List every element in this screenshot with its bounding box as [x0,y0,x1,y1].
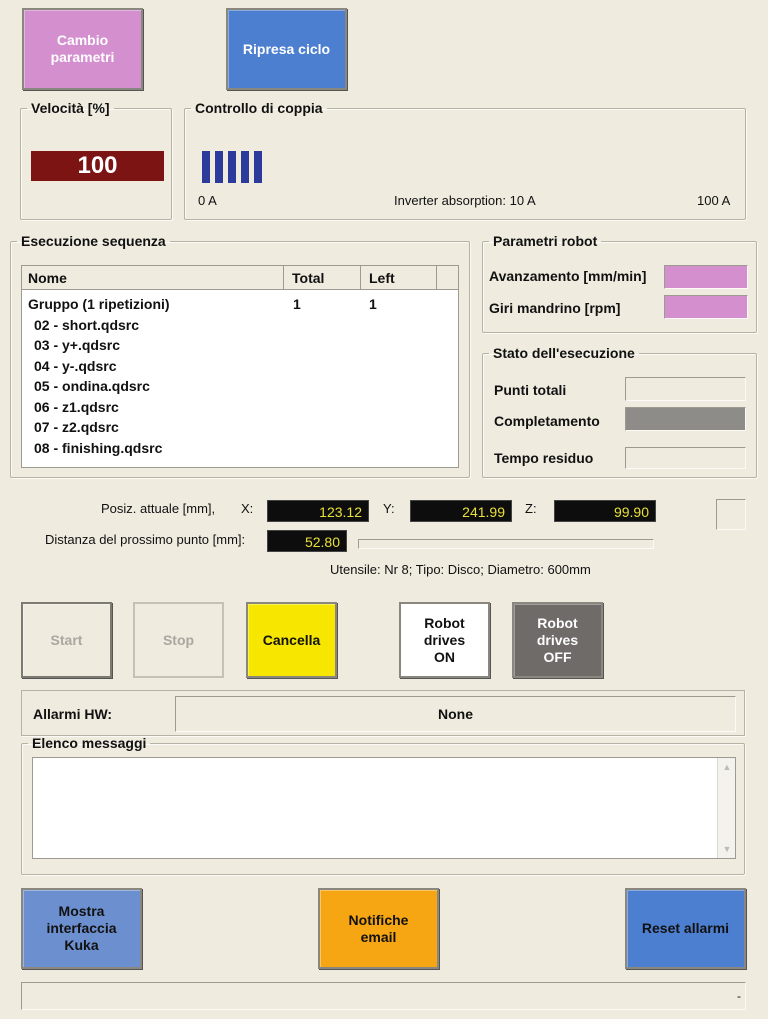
punti-totali-field [625,377,746,401]
cambio-parametri-button[interactable]: Cambio parametri [22,8,143,90]
torque-bar-segment [241,151,249,183]
mostra-interfaccia-kuka-button[interactable]: Mostra interfaccia Kuka [21,888,142,969]
distanza-progress-bar [358,539,654,549]
reset-allarmi-button[interactable]: Reset allarmi [625,888,746,969]
tempo-residuo-field [625,447,746,469]
scroll-up-icon[interactable]: ▲ [722,762,732,772]
list-item[interactable]: 06 - z1.qdsrc [34,399,119,415]
status-indicator-box [716,499,746,530]
cancella-button[interactable]: Cancella [246,602,337,678]
list-item[interactable]: 08 - finishing.qdsrc [34,440,163,456]
giri-mandrino-field[interactable] [664,295,748,319]
list-item-group-total: 1 [293,296,301,312]
allarmi-value-field [175,696,736,732]
torque-max-label: 100 A [697,193,731,208]
distanza-label: Distanza del prossimo punto [mm]: [45,532,246,547]
completamento-label: Completamento [494,413,600,429]
torque-bar-segment [228,151,236,183]
start-button[interactable]: Start [21,602,112,678]
list-item[interactable]: 03 - y+.qdsrc [34,337,120,353]
list-item[interactable]: 07 - z2.qdsrc [34,419,119,435]
list-item-group-name[interactable]: Gruppo (1 ripetizioni) [28,296,170,312]
list-item-group-left: 1 [369,296,377,312]
ripresa-ciclo-button[interactable]: Ripresa ciclo [226,8,347,90]
column-left[interactable] [361,266,437,289]
punti-totali-label: Punti totali [494,382,567,398]
column-total-label: Total [292,270,325,286]
x-position-readout: 123.12 [267,500,369,522]
velocita-title: Velocità [%] [31,100,110,116]
notifiche-email-button[interactable]: Notifiche email [318,888,439,969]
distanza-readout: 52.80 [267,530,347,552]
stop-button[interactable]: Stop [133,602,224,678]
torque-min-label: 0 A [198,193,217,208]
column-nome[interactable] [22,266,284,289]
z-label: Z: [525,501,537,516]
list-item[interactable]: 02 - short.qdsrc [34,317,140,333]
elenco-messaggi-title: Elenco messaggi [32,735,147,751]
completamento-progress [625,407,746,431]
column-nome-label: Nome [28,270,67,286]
column-left-label: Left [369,270,395,286]
z-position-readout: 99.90 [554,500,656,522]
messages-textarea[interactable] [32,757,736,859]
inverter-absorption-label: Inverter absorption: 10 A [394,193,536,208]
torque-bar-segment [215,151,223,183]
robot-drives-off-button[interactable]: Robot drives OFF [512,602,603,678]
status-bar [21,982,746,1010]
tempo-residuo-label: Tempo residuo [494,450,594,466]
sequence-list[interactable] [21,265,459,468]
x-label: X: [241,501,254,516]
giri-mandrino-label: Giri mandrino [rpm] [489,300,621,316]
stato-esecuzione-title: Stato dell'esecuzione [493,345,635,361]
messages-scrollbar[interactable] [717,758,735,858]
scroll-down-icon[interactable]: ▼ [722,844,732,854]
torque-bar-segment [202,151,210,183]
list-item[interactable]: 05 - ondina.qdsrc [34,378,150,394]
torque-bar-segment [254,151,262,183]
status-bar-text: - [737,989,741,1003]
avanzamento-label: Avanzamento [mm/min] [489,268,647,284]
robot-drives-on-button[interactable]: Robot drives ON [399,602,490,678]
column-total[interactable] [284,266,361,289]
avanzamento-field[interactable] [664,265,748,289]
parametri-robot-title: Parametri robot [493,233,598,249]
list-item[interactable]: 04 - y-.qdsrc [34,358,117,374]
esecuzione-sequenza-title: Esecuzione sequenza [21,233,166,249]
sequence-list-header [22,266,458,290]
utensile-info: Utensile: Nr 8; Tipo: Disco; Diametro: 600mm [330,562,591,577]
allarmi-label: Allarmi HW: [33,706,113,722]
posizione-label: Posiz. attuale [mm], [101,501,216,516]
controllo-coppia-title: Controllo di coppia [195,100,323,116]
y-position-readout: 241.99 [410,500,512,522]
y-label: Y: [383,501,395,516]
allarmi-value: None [438,706,473,722]
velocita-value: 100 [31,151,164,181]
